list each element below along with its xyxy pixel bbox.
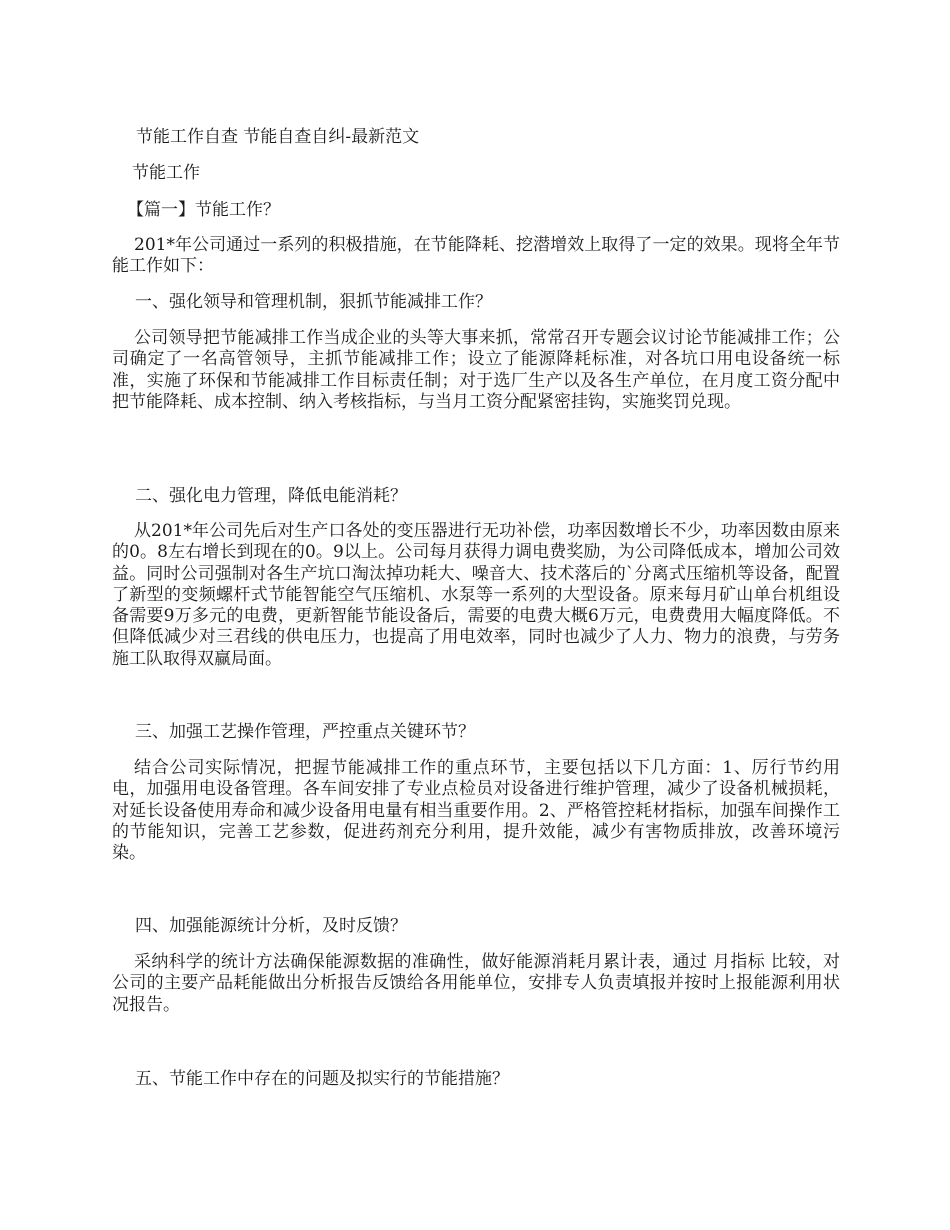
intro-paragraph: 201*年公司通过一系列的积极措施，在节能降耗、挖潜增效上取得了一定的效果。现将全年节能工作如下：	[112, 235, 840, 277]
section-body-4: 采纳科学的统计方法确保能源数据的准确性，做好能源消耗月累计表，通过 月指标 比较，对公司的主要产品耗能做出分析报告反馈给各用能单位，安排专人负责填报并按时上报能源利用状况报告。	[112, 952, 840, 1015]
section-body-1: 公司领导把节能减排工作当成企业的头等大事来抓，常常召开专题会议讨论节能减排工作；公司确定了一名高管领导，主抓节能减排工作；设立了能源降耗标准，对各坑口用电设备统一标准，实施了环保和节能减排工作目标责任制；对于选厂生产以及各生产单位，在月度工资分配中把节能降耗、成本控制、纳入考核指标，与当月工资分配紧密挂钩，实施奖罚兑现。	[112, 328, 840, 412]
section-heading-2: 二、强化电力管理，降低电能消耗？	[135, 486, 407, 506]
section-heading-5: 五、节能工作中存在的问题及拟实行的节能措施？	[135, 1069, 509, 1089]
section-body-2: 从201*年公司先后对生产口各处的变压器进行无功补偿，功率因数增长不少，功率因数由原来的0。8左右增长到现在的0。9以上。公司每月获得力调电费奖励，为公司降低成本，增加公司效益。同时公司强制对各生产坑口淘汰掉功耗大、噪音大、技术落后的`分离式压缩机等设备，配置了新型的变频螺杆式节能智能空气压缩机、水泵等一系列的大型设备。原来每月矿山单台机组设备需要9万多元的电费，更新智能节能设备后，需要的电费大概6万元，电费费用大幅度降低。不但降低减少对三君线的供电压力，也提高了用电效率，同时也减少了人力、物力的浪费，与劳务施工队取得双赢局面。	[112, 521, 840, 669]
document-subtitle: 节能工作	[132, 163, 200, 183]
section-heading-4: 四、加强能源统计分析，及时反馈？	[135, 916, 407, 936]
section-heading-3: 三、加强工艺操作管理，严控重点关键环节？	[135, 722, 475, 742]
section-body-3: 结合公司实际情况，把握节能减排工作的重点环节，主要包括以下几方面：1、厉行节约用电，加强用电设备管理。各车间安排了专业点检员对设备进行维护管理，减少了设备机械损耗，对延长设备使用寿命和减少设备用电量有相当重要作用。2、严格管控耗材指标，加强车间操作工的节能知识，完善工艺参数，促进药剂充分利用，提升效能，减少有害物质排放，改善环境污染。	[112, 758, 840, 864]
document-title: 节能工作自查 节能自查自纠-最新范文	[136, 127, 420, 147]
section-heading-1: 一、强化领导和管理机制，狠抓节能减排工作？	[135, 292, 492, 312]
part-heading: 【篇一】节能工作？	[127, 200, 280, 220]
